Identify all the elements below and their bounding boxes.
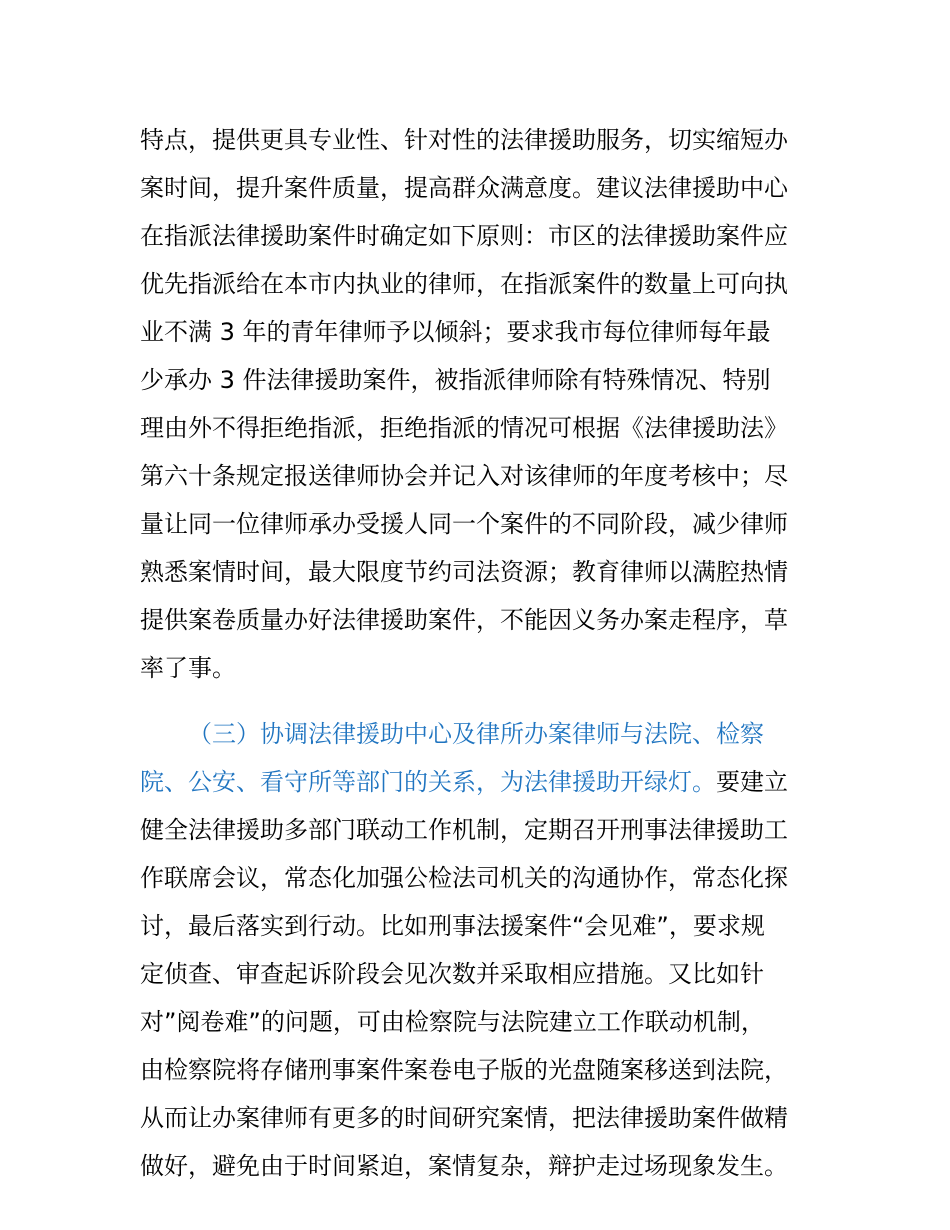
- paragraph-line: 优先指派给在本市内执业的律师，在指派案件的数量上可向执: [140, 270, 788, 298]
- paragraph-line: 提供案卷质量办好法律援助案件，不能因义务办案走程序，草: [140, 606, 788, 634]
- paragraph-line: [140, 765, 788, 799]
- paragraph-line: 特点，提供更具专业性、针对性的法律援助服务，切实缩短办: [140, 126, 788, 154]
- section-heading-continued: 院、公安、看守所等部门的关系，为法律援助开绿灯。: [140, 768, 716, 796]
- paragraph-line: 第六十条规定报送律师协会并记入对该律师的年度考核中；尽: [140, 462, 788, 490]
- paragraph-line: 理由外不得拒绝指派，拒绝指派的情况可根据《法律援助法》: [140, 414, 788, 442]
- paragraph-line: 案时间，提升案件质量，提高群众满意度。建议法律援助中心: [140, 174, 788, 202]
- paragraph-line: 从而让办案律师有更多的时间研究案情，把法律援助案件做精: [140, 1104, 788, 1132]
- paragraph-text: 要建立: [716, 768, 788, 796]
- paragraph-line: 对”阅卷难”的问题，可由检察院与法院建立工作联动机制，: [140, 1008, 765, 1036]
- section-heading-line: [188, 717, 764, 751]
- paragraph-line: 做好，避免由于时间紧迫，案情复杂，辩护走过场现象发生。: [140, 1152, 788, 1180]
- section-heading: （三）协调法律援助中心及律所办案律师与法院、检察: [188, 720, 764, 748]
- paragraph-line: 定侦查、审查起诉阶段会见次数并采取相应措施。又比如针: [140, 960, 764, 988]
- paragraph-line: 作联席会议，常态化加强公检法司机关的沟通协作，常态化探: [140, 864, 788, 892]
- paragraph-line: 熟悉案情时间，最大限度节约司法资源；教育律师以满腔热情: [140, 558, 788, 586]
- paragraph-line: 量让同一位律师承办受援人同一个案件的不同阶段，减少律师: [140, 510, 788, 538]
- paragraph-line: 讨，最后落实到行动。比如刑事法援案件“会见难”，要求规: [140, 912, 765, 940]
- paragraph-line: 健全法律援助多部门联动工作机制，定期召开刑事法律援助工: [140, 816, 788, 844]
- paragraph-line: 在指派法律援助案件时确定如下原则：市区的法律援助案件应: [140, 222, 788, 250]
- paragraph-line: 少承办 3 件法律援助案件，被指派律师除有特殊情况、特别: [140, 366, 771, 394]
- paragraph-line: 由检察院将存储刑事案件案卷电子版的光盘随案移送到法院，: [140, 1056, 788, 1084]
- paragraph-line: 业不满 3 年的青年律师予以倾斜；要求我市每位律师每年最: [140, 318, 771, 346]
- paragraph-line: 率了事。: [140, 654, 236, 682]
